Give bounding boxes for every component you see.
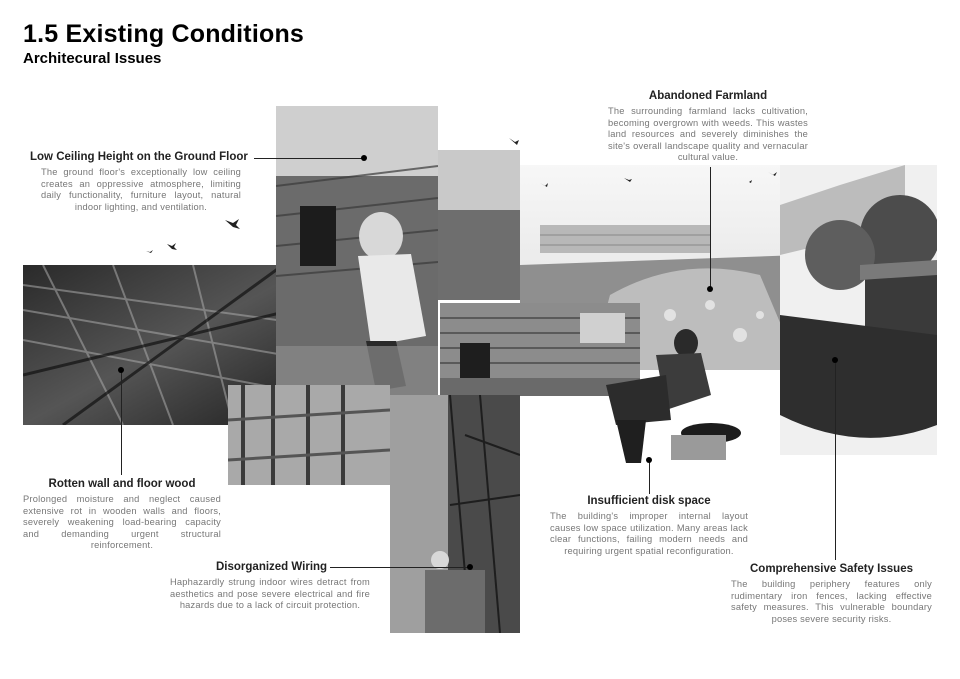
- annotation-rotten-wood: [23, 478, 221, 552]
- collage-photo-wiring: [390, 395, 520, 633]
- collage-photo-middle-fence: [228, 385, 390, 485]
- annotation-body: Prolonged moisture and neglect caused extensive rot in wooden walls and floors, severely weakening load-bearing capacity and demanding urgent structural reinforcement.: [23, 494, 221, 551]
- collage-photo-farmland: [438, 150, 520, 300]
- annotation-body: The building's improper internal layout causes low space utilization. Many areas lack clear functions, failing modern needs and requiring urgent spatial reconfiguration.: [550, 511, 748, 556]
- annotation-heading: Rotten wall and floor wood: [48, 478, 196, 490]
- leader-line-disk-space: [649, 460, 650, 494]
- annotation-disk-space: [550, 495, 748, 557]
- annotation-wiring: [170, 561, 370, 612]
- marker-dot-rotten-wood: [118, 367, 124, 373]
- marker-dot-low-ceiling: [361, 155, 367, 161]
- collage-photo-right-village: [780, 165, 937, 455]
- marker-dot-wiring: [467, 564, 473, 570]
- collage-photo-top-person: [276, 106, 438, 396]
- annotation-heading: Disorganized Wiring: [216, 561, 328, 573]
- leader-line-safety: [835, 360, 836, 560]
- annotation-heading: Insufficient disk space: [587, 495, 711, 507]
- page-title: 1.5 Existing Conditions: [23, 20, 305, 48]
- marker-dot-farmland: [707, 286, 713, 292]
- leader-line-low-ceiling: [254, 158, 364, 159]
- collage-photo-person-cooking: [596, 325, 746, 470]
- annotation-low-ceiling: [30, 151, 252, 213]
- annotation-heading: Low Ceiling Height on the Ground Floor: [30, 151, 248, 163]
- annotation-safety: [731, 563, 932, 625]
- annotation-body: The ground floor's exceptionally low ceiling creates an oppressive atmosphere, limiting daily functionality, furniture layout, natural indoor lighting, and ventilation.: [41, 167, 241, 212]
- leader-line-farmland: [710, 167, 711, 289]
- annotation-body: The building periphery features only rudimentary iron fences, lacking effective safety measures. This vulnerable boundary poses severe security risks.: [731, 579, 932, 624]
- annotation-body: Haphazardly strung indoor wires detract from aesthetics and pose severe electrical and fire hazards due to a lack of circuit protection.: [170, 577, 370, 611]
- annotation-heading: Comprehensive Safety Issues: [750, 563, 913, 575]
- leader-line-rotten-wood: [121, 370, 122, 475]
- page-subtitle: Architecural Issues: [23, 50, 162, 67]
- annotation-body: The surrounding farmland lacks cultivation, becoming overgrown with weeds. This wastes land resources and severely diminishes the site's overall landscape quality and vernacular cultural value.: [608, 106, 808, 163]
- annotation-farmland: [608, 90, 808, 164]
- annotation-heading: Abandoned Farmland: [648, 90, 768, 102]
- marker-dot-disk-space: [646, 457, 652, 463]
- marker-dot-safety: [832, 357, 838, 363]
